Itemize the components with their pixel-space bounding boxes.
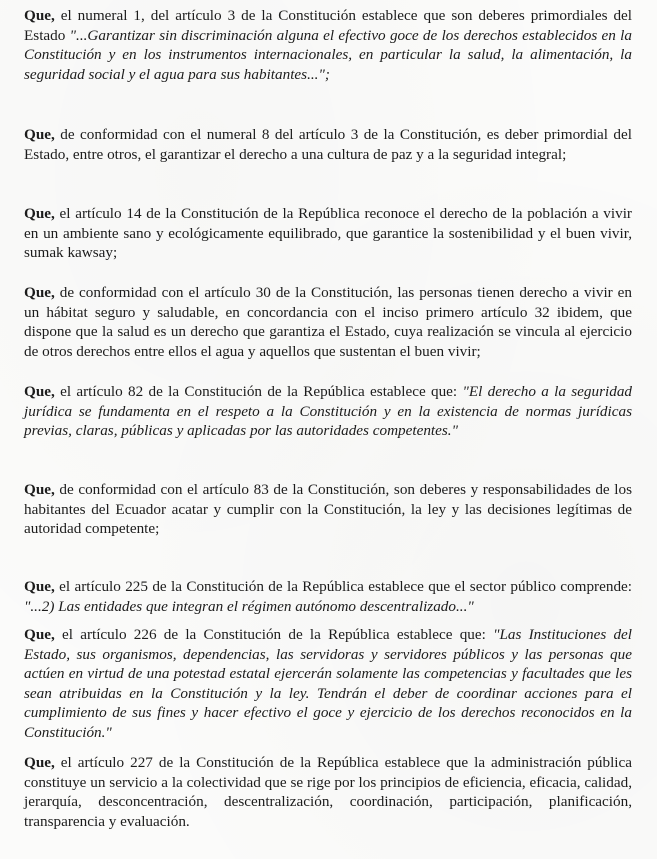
paragraph-keyword: Que,: [24, 7, 55, 24]
paragraph-quote: "...Garantizar sin discriminación alguna el efectivo goce de los derechos establecidos en la Constitución y en los instrumentos internacionales, en particular la salud, la alimentación, la seguridad social y el agua para sus habitantes...";: [24, 26, 632, 83]
paragraph-article-227: [24, 753, 632, 831]
paragraph-text: de conformidad con el artículo 30 de la Constitución, las personas tienen derecho a vivir en un hábitat seguro y saludable, en concordancia con el inciso primero artículo 32 ibidem, que dispone que la salud es un derecho que garantiza el Estado, cuya realización se vincula al ejercicio de otros derechos entre ellos el agua y aquellos que sustentan el buen vivir;: [24, 284, 632, 360]
paragraph-quote: "...2) Las entidades que integran el régimen autónomo descentralizado...": [24, 597, 474, 615]
paragraph-text: de conformidad con el artículo 83 de la Constitución, son deberes y responsabilidades de los habitantes del Ecuador acatar y cumplir con la Constitución, la ley y las decisiones legítimas de autoridad competente;: [24, 481, 632, 538]
paragraph-text: el artículo 225 de la Constitución de la República establece que el sector público comprende:: [54, 578, 632, 595]
paragraph-keyword: Que,: [24, 626, 55, 643]
paragraph-text: el artículo 82 de la Constitución de la República establece que:: [54, 383, 463, 400]
paragraph-numeral-1-article-3: [24, 6, 632, 84]
paragraph-article-30: [24, 283, 632, 361]
paragraph-text: el numeral 1, del artículo 3 de la Constitución establece que son deberes primordiales del Estado: [24, 7, 632, 44]
paragraph-text: de conformidad con el numeral 8 del artículo 3 de la Constitución, es deber primordial del Estado, entre otros, el garantizar el derecho a una cultura de paz y a la seguridad integral;: [24, 126, 632, 163]
paragraph-text: el artículo 227 de la Constitución de la República establece que la administración pública constituye un servicio a la colectividad que se rige por los principios de eficiencia, eficacia, calidad, jerarquía, desconcentración, descentralización, coordinación, participación, planificación, transparencia y evaluación.: [24, 754, 632, 830]
paragraph-keyword: Que,: [24, 754, 55, 771]
paragraph-keyword: Que,: [24, 383, 55, 400]
paragraph-keyword: Que,: [24, 481, 55, 498]
paragraph-numeral-8-article-3: [24, 125, 632, 164]
paragraph-article-83: [24, 480, 632, 539]
paragraph-keyword: Que,: [24, 578, 55, 595]
paragraph-article-82: [24, 382, 632, 441]
paragraph-article-14: [24, 204, 632, 263]
paragraph-quote: "Las Instituciones del Estado, sus organismos, dependencias, las servidoras y servidores públicos y las personas que actúen en virtud de una potestad estatal ejercerán solamente las competencias y facultades que les sean atribuidas en la Constitución y la ley. Tendrán el deber de coordinar acciones para el cumplimiento de sus fines y hacer efectivo el goce y ejercicio de los derechos reconocidos en la Constitución.": [24, 626, 632, 741]
paragraph-keyword: Que,: [24, 126, 55, 143]
paragraph-text: el artículo 226 de la Constitución de la República establece que:: [54, 626, 494, 643]
paragraph-quote: "El derecho a la seguridad jurídica se fundamenta en el respeto a la Constitución y en la existencia de normas jurídicas previas, claras, públicas y aplicadas por las autoridades competentes.": [24, 383, 633, 440]
paragraph-article-226: [24, 625, 632, 743]
paragraph-keyword: Que,: [24, 205, 55, 222]
paragraph-text: el artículo 14 de la Constitución de la República reconoce el derecho de la población a vivir en un ambiente sano y ecológicamente equilibrado, que garantice la sostenibilidad y el buen vivir, sumak kawsay;: [24, 205, 632, 262]
paragraph-article-225: [24, 577, 632, 616]
paragraph-keyword: Que,: [24, 284, 55, 301]
